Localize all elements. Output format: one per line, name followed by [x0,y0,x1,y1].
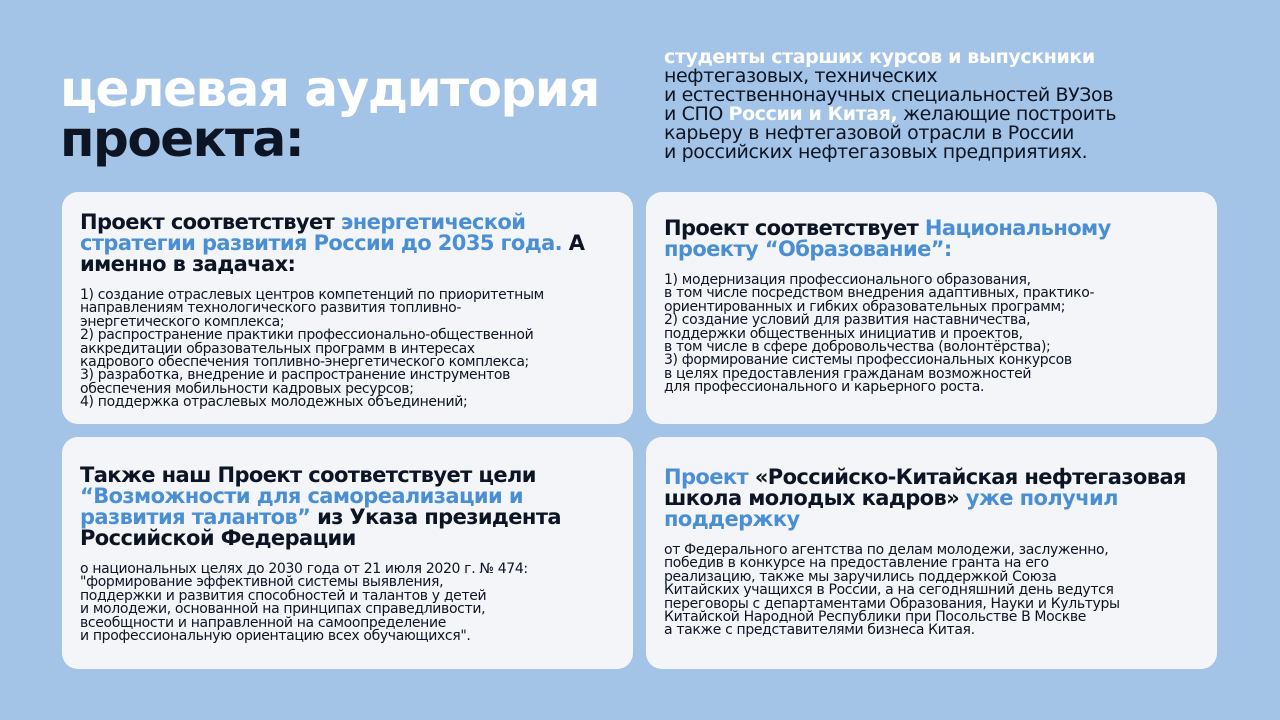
card1-line: обеспечения мобильности кадровых ресурсов; [80,380,414,397]
card3-line: и молодежи, основанной на принципах справедливости, [80,601,486,618]
card2-line: в целях предоставления гражданам возможностей [664,365,1032,382]
card-energy-strategy [62,192,633,424]
card3-line: о национальных целях до 2030 года от 21 июля 2020 г. № 474: [80,561,528,577]
card4-line: Китайской Народной Республики при Посольстве В Москве [664,609,1086,626]
card-national-project-body [664,274,1203,395]
card3-line: и профессиональную ориентацию всех обучающихся". [80,628,471,645]
card-presidential-decree-heading [80,465,619,549]
page-title-line-1: целевая аудитория [60,60,599,118]
card3-line: всеобщности и направленной на самоопределение [80,614,446,631]
card2-line: ориентированных и гибких образовательных программ; [664,298,1066,315]
intro-line-6: и российских нефтегазовых предприятиях. [664,141,1088,163]
card4-line: а также с представителями бизнеса Китая. [664,622,975,639]
card3-line: "формирование эффективной системы выявления, [80,574,444,591]
card1-line: направлениям технологического развития топливно- [80,300,462,317]
card1-line: энергетического комплекса; [80,313,285,330]
card4-line: Китайских учащихся в России, а на сегодняшний день ведутся [664,582,1114,599]
intro-line-5: карьеру в нефтегазовой отрасли в России [664,122,1075,144]
intro-line-1: студенты старших курсов и выпускники [664,46,1095,68]
card2-line: 3) формирование системы профессиональных конкурсов [664,352,1072,369]
card3-line: поддержки и развития способностей и талантов у детей [80,587,487,604]
card2-line: для профессионального и карьерного роста. [664,379,985,396]
card3-heading-highlight: “Возможности для самореализации и развития талантов” [80,484,523,529]
card1-line: 4) поддержка отраслевых молодежных объединений; [80,394,468,411]
card1-heading-end: А именно в задачах: [80,231,585,276]
card2-line: 2) создание условий для развития наставничества, [664,312,1031,329]
card-presidential-decree-body [80,563,619,643]
intro-line-2: нефтегазовых, технических [664,65,938,87]
card1-line: кадрового обеспечения топливно-энергетического комплекса; [80,354,529,371]
card4-line: переговоры с департаментами Образования, Науки и Культуры [664,595,1120,612]
card-project-support-body [664,544,1203,638]
card4-heading-school-name: «Российско-Китайская нефтегазовая школа молодых кадров» [664,465,1186,510]
card4-line: победив в конкурсе на предоставление гранта на его [664,555,1049,572]
card2-heading-start: Проект соответствует [664,216,925,240]
card1-heading-highlight: энергетической стратегии развития России до 2035 года. [80,210,563,255]
card1-line: 1) создание отраслевых центров компетенций по приоритетным [80,287,544,303]
card-energy-strategy-body [80,289,619,410]
card-energy-strategy-heading [80,212,619,275]
card-national-project-heading [664,218,1203,260]
card1-line: аккредитации образовательных программ в интересах [80,340,475,357]
card2-line: в том числе посредством внедрения адаптивных, практико- [664,285,1095,302]
card4-line: от Федерального агентства по делам молодежи, заслуженно, [664,542,1109,558]
card1-line: 3) разработка, внедрение и распространение инструментов [80,367,511,384]
intro-highlight-countries: России и Китая, [728,103,898,125]
card2-line: в том числе в сфере добровольчества (волонтёрства); [664,339,1051,356]
card2-heading-highlight: Национальному проекту “Образование”: [664,216,1111,261]
intro-line-4-end: желающие построить [897,103,1117,125]
card3-heading-end: из Указа президента Российской Федерации [80,505,561,550]
card4-heading-end: уже получил поддержку [664,486,1118,531]
card-national-project-education [646,192,1217,424]
target-audience-text [664,48,1224,162]
card4-line: реализацию, также мы заручились поддержкой Союза [664,568,1057,585]
card1-line: 2) распространение практики профессионально-общественной [80,327,534,344]
page-title [60,60,640,168]
card-project-support-heading [664,467,1203,530]
card-presidential-decree [62,437,633,669]
card2-line: 1) модернизация профессионального образования, [664,272,1031,288]
intro-line-3: и естественнонаучных специальностей ВУЗов [664,84,1114,106]
page-title-line-2: проекта: [60,110,304,168]
card1-heading-start: Проект соответствует [80,210,341,234]
card3-heading-start: Также наш Проект соответствует цели [80,463,536,487]
card2-line: поддержки общественных инициатив и проектов, [664,325,1023,342]
card-project-support [646,437,1217,669]
intro-line-4-start: и СПО [664,103,729,125]
card4-heading-start: Проект [664,465,749,489]
